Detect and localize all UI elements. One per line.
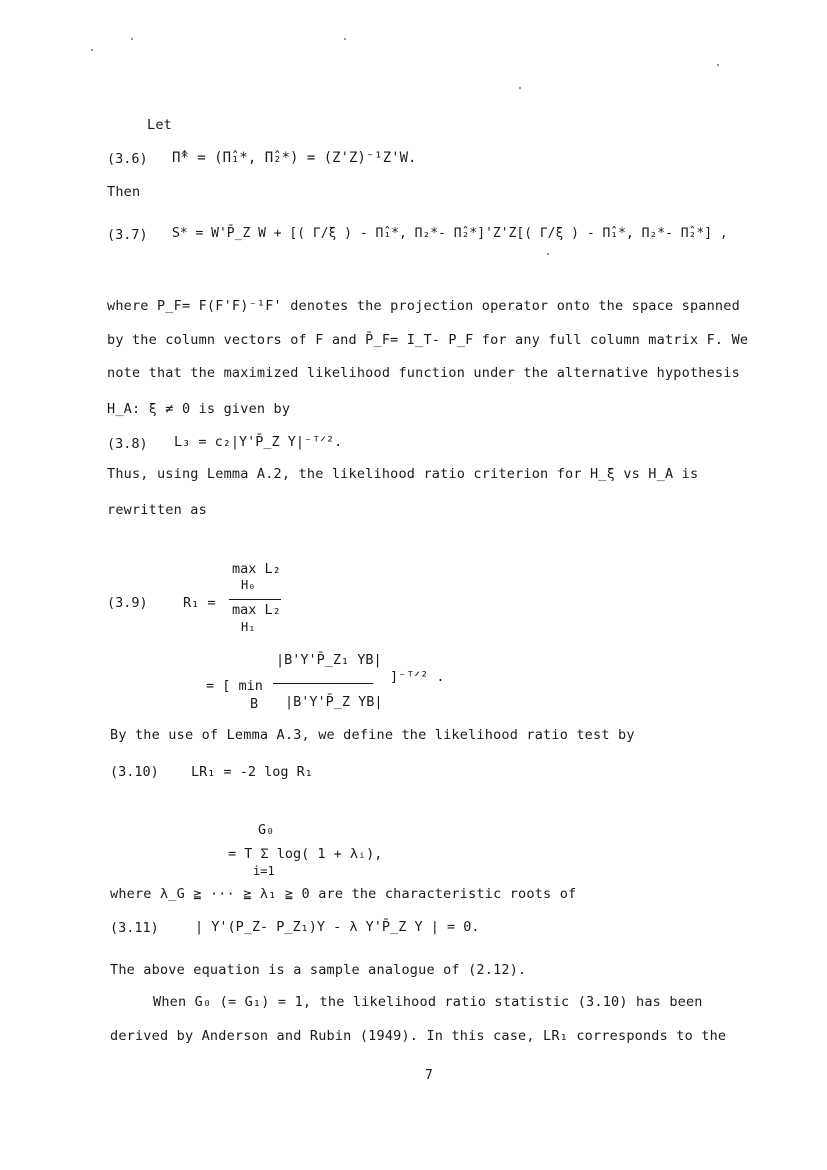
fraction-denominator: |B'Y'P̄_Z YB|: [285, 694, 383, 710]
sum-upper-limit: G₀: [258, 822, 275, 838]
equation-3-10-line1: LR₁ = -2 log R₁: [191, 764, 313, 780]
scan-speck: [519, 87, 521, 89]
equation-3-7: S* = W'P̄_Z W + [( Γ/ξ ) - Π̂₁*, Π₂*- Π̂₂*]'Z'Z[( Γ/ξ ) - Π̂₁*, Π₂*- Π̂₂*] ,: [172, 226, 728, 241]
paragraph-line: The above equation is a sample analogue of (2.12).: [110, 962, 527, 978]
paragraph-line: where λ_G ≧ ··· ≧ λ₁ ≧ 0 are the characteristic roots of: [110, 886, 577, 902]
paragraph-line: by the column vectors of F and P̄_F= I_T- P_F for any full column matrix F. We: [107, 332, 749, 348]
equation-number-3-9: (3.9): [107, 595, 148, 611]
fraction-numerator: |B'Y'P̄_Z₁ YB|: [276, 652, 382, 668]
fraction-denominator: max L₂: [232, 602, 281, 618]
scan-speck: [344, 38, 346, 40]
paragraph-line: By the use of Lemma A.3, we define the likelihood ratio test by: [110, 727, 635, 743]
fraction-numerator-sub: H₀: [241, 578, 256, 592]
fraction-bar: [273, 683, 373, 684]
then-text: Then: [107, 184, 141, 200]
paragraph-line: Thus, using Lemma A.2, the likelihood ratio criterion for H_ξ vs H_A is: [107, 466, 699, 482]
paragraph-line: derived by Anderson and Rubin (1949). In this case, LR₁ corresponds to the: [110, 1028, 727, 1044]
equation-3-8: L₃ = c₂|Y'P̄_Z Y|⁻ᵀᐟ².: [174, 434, 343, 450]
fraction-numerator: max L₂: [232, 561, 281, 577]
paragraph-line: rewritten as: [107, 502, 207, 518]
scan-speck: [91, 49, 93, 51]
equation-number-3-8: (3.8): [107, 436, 148, 452]
equation-number-3-6: (3.6): [107, 151, 148, 167]
paragraph-line: note that the maximized likelihood function under the alternative hypothesis: [107, 365, 740, 381]
paragraph-line: When G₀ (= G₁) = 1, the likelihood ratio statistic (3.10) has been: [153, 994, 703, 1010]
equation-3-9-line2-suffix: ]⁻ᵀᐟ² .: [390, 669, 445, 685]
paragraph-line: H_A: ξ ≠ 0 is given by: [107, 401, 291, 417]
scan-speck: [131, 38, 133, 40]
equation-3-10-line2: = T Σ log( 1 + λᵢ),: [228, 846, 383, 862]
page-number: 7: [425, 1068, 433, 1083]
fraction-bar: [229, 599, 281, 600]
scan-speck: [717, 64, 719, 66]
equation-3-11: | Y'(P_Z- P_Z₁)Y - λ Y'P̄_Z Y | = 0.: [195, 919, 480, 935]
equation-3-9-lhs: R₁ =: [183, 595, 216, 611]
scan-speck: [547, 253, 549, 255]
equation-number-3-10: (3.10): [110, 764, 159, 780]
let-text: Let: [147, 117, 172, 133]
paragraph-line: where P_F= F(F'F)⁻¹F' denotes the projection operator onto the space spanned: [107, 298, 740, 314]
fraction-denominator-sub: H₁: [241, 620, 256, 634]
equation-3-9-min-subscript: B: [250, 696, 259, 712]
equation-number-3-7: (3.7): [107, 227, 148, 243]
sum-lower-limit: i=1: [253, 864, 275, 878]
equation-3-9-line2-prefix: = [ min: [206, 678, 263, 694]
equation-3-6: Π̂* = (Π̂₁*, Π̂₂*) = (Z'Z)⁻¹Z'W.: [172, 150, 417, 166]
equation-number-3-11: (3.11): [110, 920, 159, 936]
